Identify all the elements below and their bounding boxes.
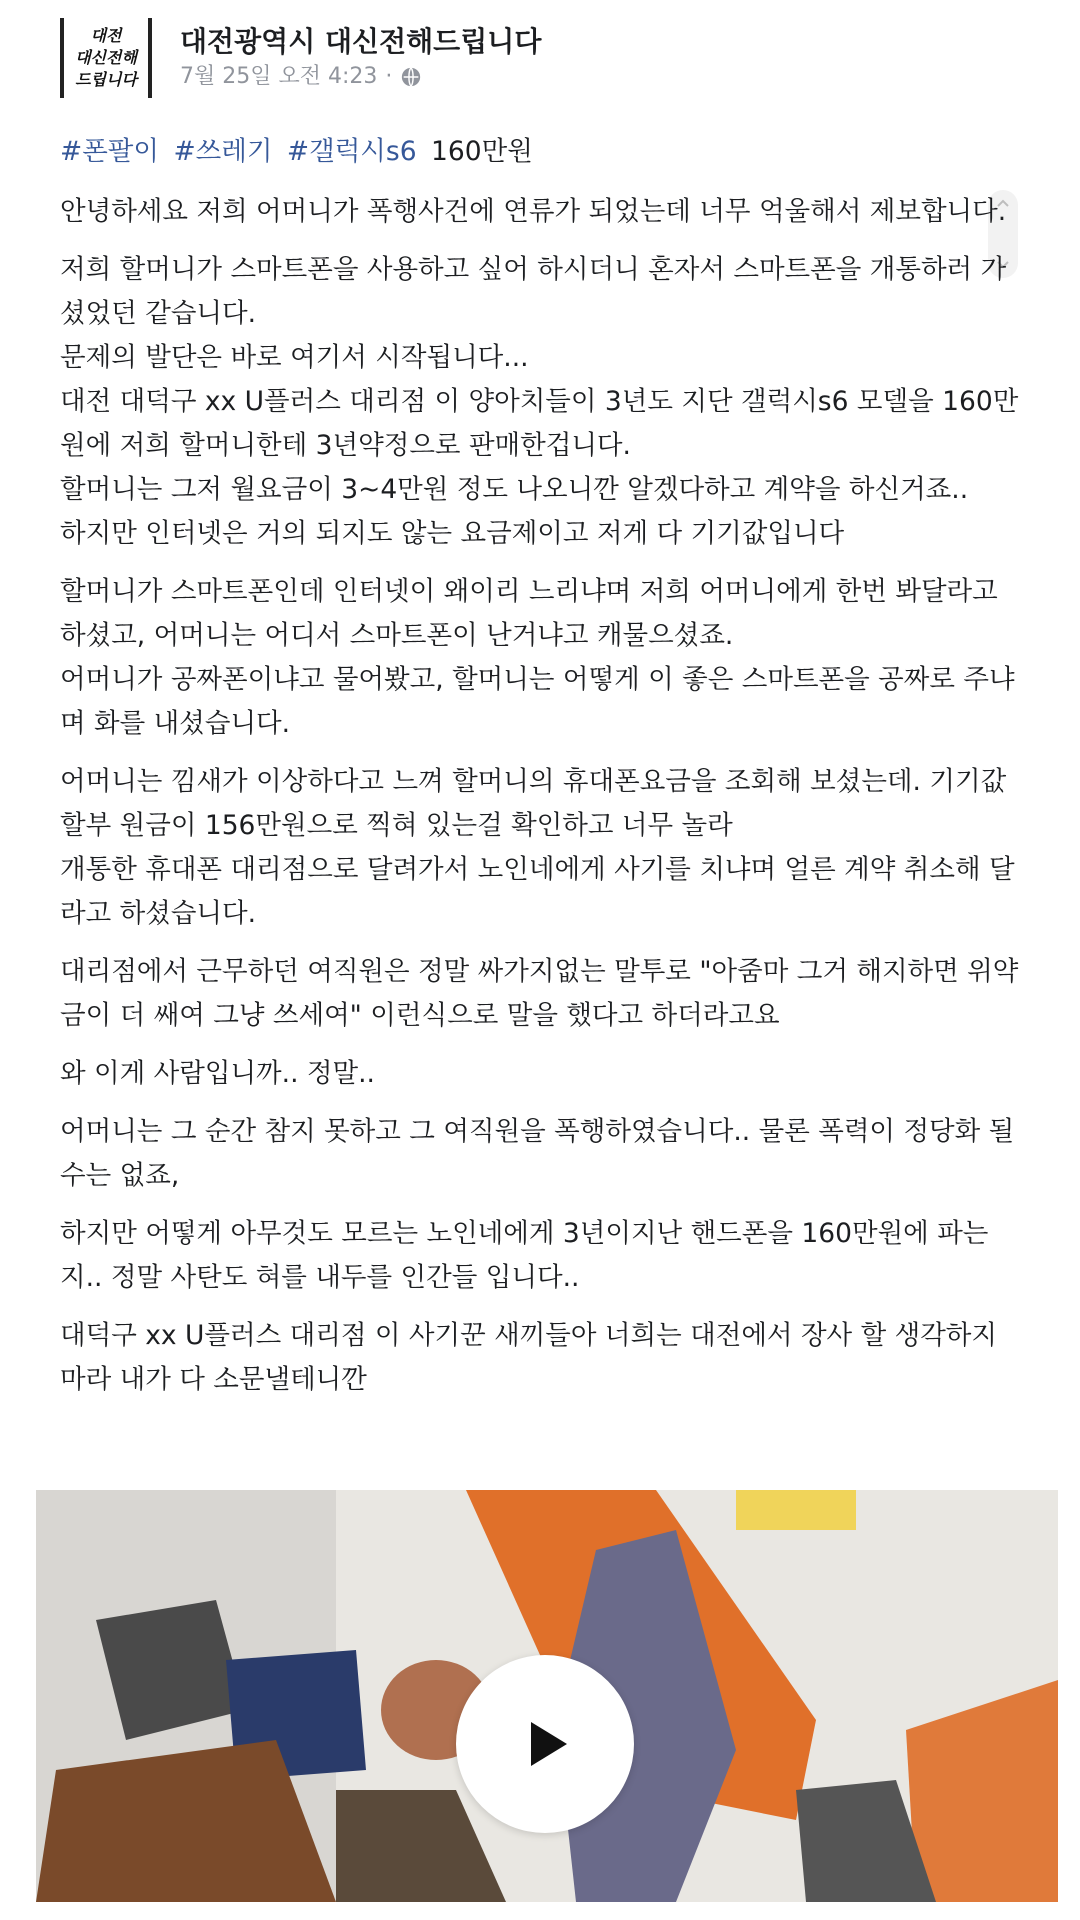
page-name[interactable]: 대전광역시 대신전해드립니다 [180,25,542,58]
hashtag-link[interactable]: #쓰레기 [173,136,273,167]
post-meta [180,61,541,93]
post-paragraph: 어머니는 그 순간 참지 못하고 그 여직원을 폭행하였습니다.. 물론 폭력이 정당화 될수는 없죠, [60,1116,1015,1191]
avatar-line-1: 대전 [90,26,122,45]
post-paragraph: 어머니는 낌새가 이상하다고 느껴 할머니의 휴대폰요금을 조회해 보셨는데. 기기값 할부 원금이 156만원으로 찍혀 있는걸 확인하고 너무 놀라 개통한 휴대폰 대리점으로 달려가서 노인네에게 사기를 치냐며 얼른 계약 취소해 달라고 하셨습니다. [60,766,1015,929]
globe-icon [400,66,422,88]
post-paragraph: 하지만 어떻게 아무것도 모르는 노인네에게 3년이지난 핸드폰을 160만원에 파는지.. 정말 사탄도 혀를 내두를 인간들 입니다.. [60,1218,989,1293]
play-icon [515,1714,575,1774]
header-text [180,23,541,93]
post-header [60,18,541,98]
post-paragraph: 저희 할머니가 스마트폰을 사용하고 싶어 하시더니 혼자서 스마트폰을 개통하러 가셨었던 같습니다. 문제의 발단은 바로 여기서 시작됩니다... 대전 대덕구 xx U플러스 대리점 이 양아치들이 3년도 지단 갤럭시s6 모델을 160만원에 저희 할머니한테 3년약정으로 판매한겁니다. 할머니는 그저 월요금이 3~4만원 정도 나오니깐 알겠다하고 계약을 하신거죠.. 하지만 인터넷은 거의 되지도 않는 요금제이고 저게 다 기기값입니다 [60,254,1019,549]
post-timestamp[interactable]: 7월 25일 오전 4:23 [180,64,378,89]
hashtag-line [60,130,1020,174]
post-paragraph: 안녕하세요 저희 어머니가 폭행사건에 연류가 되었는데 너무 억울해서 제보합니다. [60,196,1007,227]
hashtag-link[interactable]: #갤럭시s6 [286,136,417,167]
avatar-line-2: 대신전해 [75,48,137,67]
post-paragraph: 할머니가 스마트폰인데 인터넷이 왜이리 느리냐며 저희 어머니에게 한번 봐달라고 하셨고, 어머니는 어디서 스마트폰이 난거냐고 캐물으셨죠. 어머니가 공짜폰이냐고 물어봤고, 할머니는 어떻게 이 좋은 스마트폰을 공짜로 주냐며 화를 내셨습니다. [60,576,1015,739]
post-paragraph: 대덕구 xx U플러스 대리점 이 사기꾼 새끼들아 너희는 대전에서 장사 할 생각하지마라 내가 다 소문낼테니깐 [60,1320,997,1395]
post-paragraph: 대리점에서 근무하던 여직원은 정말 싸가지없는 말투로 "아줌마 그거 해지하면 위약금이 더 쌔여 그냥 쓰세여" 이런식으로 말을 했다고 하더라고요 [60,956,1019,1031]
play-button[interactable] [456,1655,634,1833]
post-paragraph: 와 이게 사람입니까.. 정말.. [60,1058,375,1089]
hashtag-link[interactable]: #폰팔이 [60,136,160,167]
page-avatar[interactable] [60,18,152,98]
hashtag-suffix: 160만원 [431,136,533,167]
avatar-line-3: 드립니다 [75,70,137,89]
post-body [60,130,1020,1416]
meta-separator: · [385,64,393,89]
video-player[interactable] [36,1490,1058,1902]
